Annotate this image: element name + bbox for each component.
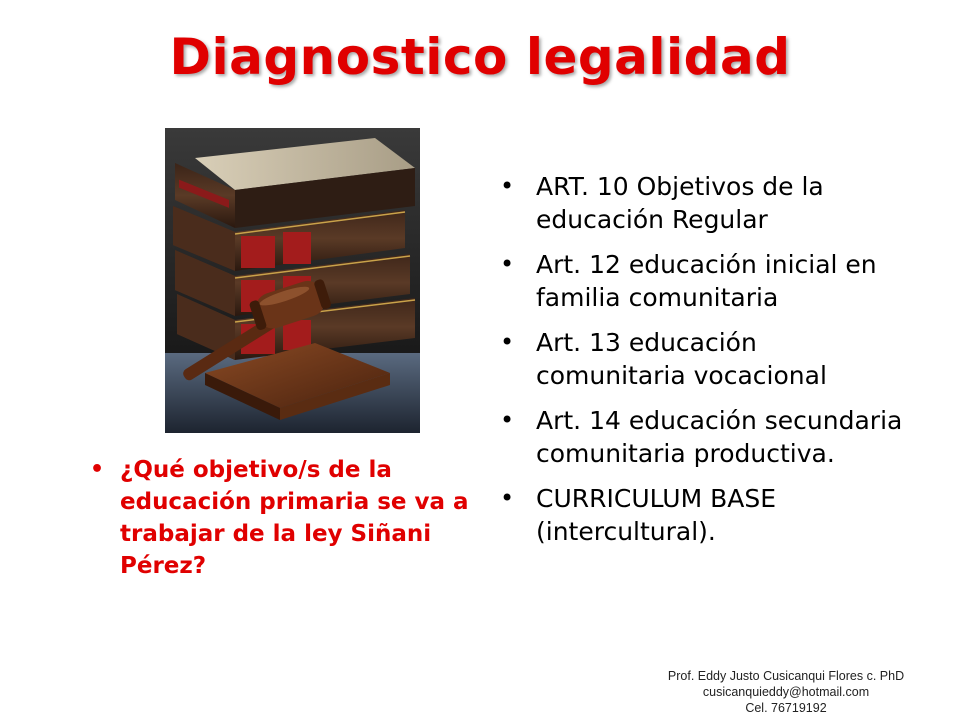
article-text: ART. 10 Objetivos de la educación Regular [536,172,824,234]
articles-list [498,170,908,560]
article-text: Art. 12 educación inicial en familia comunitaria [536,250,877,312]
list-item [498,404,908,470]
bullet-icon: • [500,484,515,512]
bullet-icon: • [90,457,105,482]
slide-title: Diagnostico legalidad [169,28,791,86]
list-item [88,454,483,582]
list-item [498,482,908,548]
bullet-icon: • [500,250,515,278]
law-books-gavel-image [165,128,420,433]
author-email: cusicanquieddy@hotmail.com [702,685,870,699]
list-item [498,170,908,236]
author-footer [626,668,946,716]
bullet-icon: • [500,406,515,434]
question-list [88,454,483,582]
list-item [498,248,908,314]
law-books-gavel-icon [165,128,420,433]
article-text: Art. 14 educación secundaria comunitaria productiva. [536,406,903,468]
bullet-icon: • [500,172,515,200]
question-text: ¿Qué objetivo/s de la educación primaria se va a trabajar de la ley Siñani Pérez? [120,457,469,579]
author-phone: Cel. 76719192 [745,701,827,715]
bullet-icon: • [500,328,515,356]
article-text: Art. 13 educación comunitaria vocacional [536,328,827,390]
article-text: CURRICULUM BASE (intercultural). [536,484,777,546]
list-item [498,326,908,392]
author-name: Prof. Eddy Justo Cusicanqui Flores c. PhD [667,669,905,683]
